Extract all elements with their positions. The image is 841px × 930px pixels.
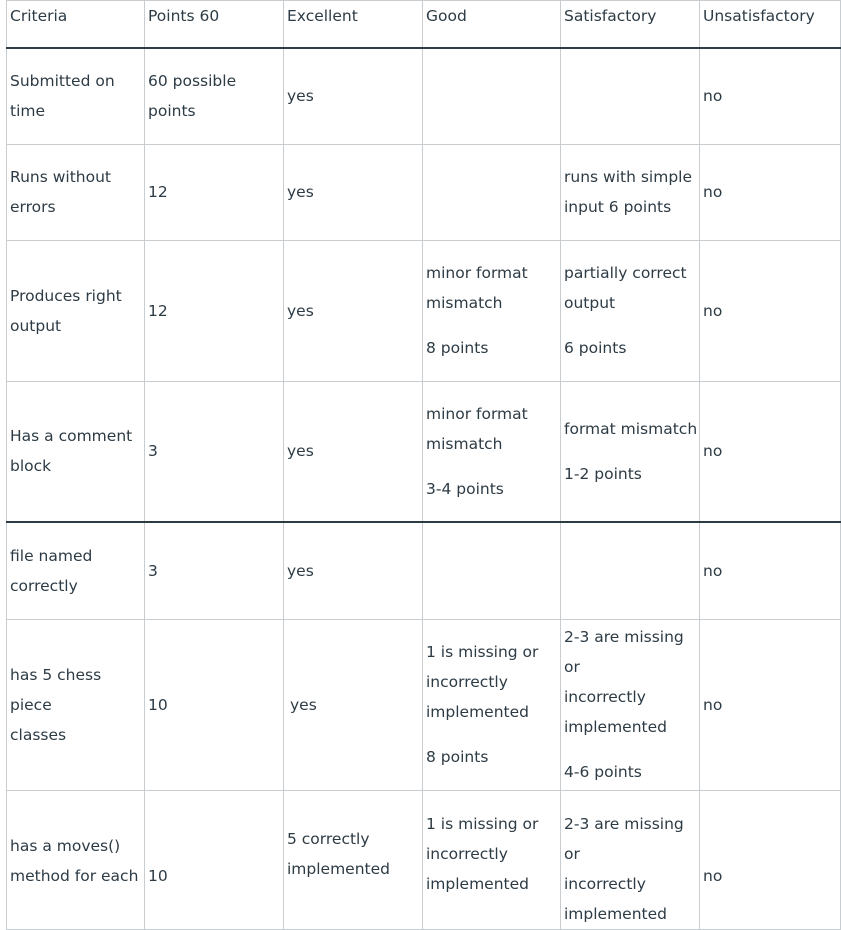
unsatisfactory-cell [700, 790, 841, 929]
points-value: 12 [148, 183, 168, 201]
good-text: minor format [426, 264, 528, 282]
satisfactory-text: 4-6 points [564, 763, 642, 781]
rubric-row [7, 619, 841, 790]
excellent-cell [284, 381, 423, 522]
excellent-cell [284, 48, 423, 144]
satisfactory-text: 2-3 are missing or [564, 628, 684, 676]
criteria-text: Has a comment [10, 427, 133, 446]
excellent-text: implemented [287, 859, 390, 878]
good-text: mismatch [426, 294, 503, 312]
points-value: 10 [148, 866, 168, 885]
criteria-cell [7, 381, 145, 522]
rubric-row [7, 790, 841, 929]
rubric-row [7, 240, 841, 381]
good-cell [423, 144, 561, 240]
satisfactory-cell [561, 522, 700, 619]
criteria-cell [7, 619, 145, 790]
criteria-cell [7, 240, 145, 381]
excellent-text: 5 correctly [287, 829, 370, 848]
unsatisfactory-cell [700, 48, 841, 144]
satisfactory-cell [561, 381, 700, 522]
satisfactory-cell [561, 144, 700, 240]
good-text: incorrectly [426, 673, 508, 691]
satisfactory-text: 2-3 are missing or [564, 814, 684, 863]
cell-spacer [564, 318, 699, 333]
points-cell [145, 522, 284, 619]
rubric-table [6, 0, 841, 930]
points-value: 60 possible points [148, 72, 237, 121]
criteria-text: Runs without [10, 168, 111, 186]
satisfactory-text: 1-2 points [564, 464, 642, 483]
unsatisfactory-value: no [703, 301, 723, 320]
satisfactory-text: incorrectly [564, 874, 646, 893]
criteria-text: has 5 chess piece [10, 665, 102, 714]
good-text: 1 is missing or [426, 643, 539, 661]
satisfactory-cell [561, 48, 700, 144]
points-value: 3 [148, 561, 158, 580]
criteria-text: errors [10, 198, 56, 216]
excellent-text: yes [287, 561, 314, 580]
excellent-cell [284, 619, 423, 790]
good-cell [423, 240, 561, 381]
satisfactory-text: implemented [564, 718, 667, 736]
good-text: 8 points [426, 339, 489, 357]
good-cell [423, 619, 561, 790]
satisfactory-text: 6 points [564, 339, 627, 357]
points-cell [145, 144, 284, 240]
cell-spacer [564, 444, 699, 459]
excellent-cell [284, 790, 423, 929]
good-cell [423, 522, 561, 619]
header-excellent: Excellent [284, 1, 423, 49]
points-value: 10 [148, 695, 168, 714]
criteria-text: method for each [10, 866, 139, 885]
criteria-text: correctly [10, 576, 78, 595]
satisfactory-cell [561, 240, 700, 381]
points-value: 12 [148, 301, 168, 320]
header-points: Points 60 [145, 1, 284, 49]
criteria-text: block [10, 457, 52, 476]
points-cell [145, 48, 284, 144]
points-value: 3 [148, 442, 158, 461]
criteria-cell [7, 144, 145, 240]
header-unsatisfactory: Unsatisfactory [700, 1, 841, 49]
good-text: incorrectly [426, 844, 508, 863]
unsatisfactory-value: no [703, 561, 723, 580]
good-cell [423, 381, 561, 522]
satisfactory-text: input 6 points [564, 198, 672, 216]
good-text: mismatch [426, 434, 503, 453]
unsatisfactory-value: no [703, 87, 723, 106]
cell-spacer [426, 459, 560, 474]
good-text: 3-4 points [426, 479, 504, 498]
criteria-text: Submitted on [10, 72, 115, 91]
criteria-text: time [10, 102, 46, 121]
header-row [7, 1, 841, 49]
excellent-text: yes [287, 87, 314, 106]
unsatisfactory-value: no [703, 183, 723, 201]
criteria-text: output [10, 316, 62, 335]
rubric-row [7, 144, 841, 240]
criteria-text: has a moves() [10, 836, 121, 855]
excellent-text: yes [287, 183, 314, 201]
satisfactory-cell [561, 619, 700, 790]
unsatisfactory-cell [700, 144, 841, 240]
criteria-text: classes [10, 725, 67, 744]
unsatisfactory-cell [700, 240, 841, 381]
excellent-cell [284, 144, 423, 240]
rubric-row [7, 48, 841, 144]
satisfactory-text: partially correct [564, 264, 687, 282]
rubric-row [7, 522, 841, 619]
unsatisfactory-value: no [703, 866, 723, 885]
good-text: implemented [426, 874, 529, 893]
unsatisfactory-cell [700, 381, 841, 522]
satisfactory-text: incorrectly [564, 688, 646, 706]
excellent-text: yes [287, 301, 314, 320]
good-text: 8 points [426, 748, 489, 766]
satisfactory-text: runs with simple [564, 168, 692, 186]
header-good: Good [423, 1, 561, 49]
points-cell [145, 619, 284, 790]
rubric-row [7, 381, 841, 522]
criteria-text: file named [10, 546, 93, 565]
unsatisfactory-value: no [703, 695, 723, 714]
unsatisfactory-value: no [703, 442, 723, 461]
good-text: 1 is missing or [426, 814, 539, 833]
excellent-cell [284, 240, 423, 381]
criteria-text: Produces right [10, 286, 122, 305]
header-satisfactory: Satisfactory [561, 1, 700, 49]
points-cell [145, 381, 284, 522]
points-cell [145, 240, 284, 381]
header-criteria: Criteria [7, 1, 145, 49]
excellent-cell [284, 522, 423, 619]
unsatisfactory-cell [700, 619, 841, 790]
good-cell [423, 48, 561, 144]
excellent-text: yes [287, 442, 314, 461]
unsatisfactory-cell [700, 522, 841, 619]
good-text: minor format [426, 404, 528, 423]
satisfactory-cell [561, 790, 700, 929]
cell-spacer [426, 727, 560, 742]
rubric-body [7, 48, 841, 929]
satisfactory-text: format mismatch [564, 419, 698, 438]
criteria-cell [7, 48, 145, 144]
points-cell [145, 790, 284, 929]
good-cell [423, 790, 561, 929]
cell-spacer [426, 318, 560, 333]
satisfactory-text: output [564, 294, 616, 312]
excellent-text: yes [290, 695, 317, 714]
cell-spacer [564, 742, 699, 757]
satisfactory-text: implemented [564, 904, 667, 923]
criteria-cell [7, 522, 145, 619]
criteria-cell [7, 790, 145, 929]
good-text: implemented [426, 703, 529, 721]
